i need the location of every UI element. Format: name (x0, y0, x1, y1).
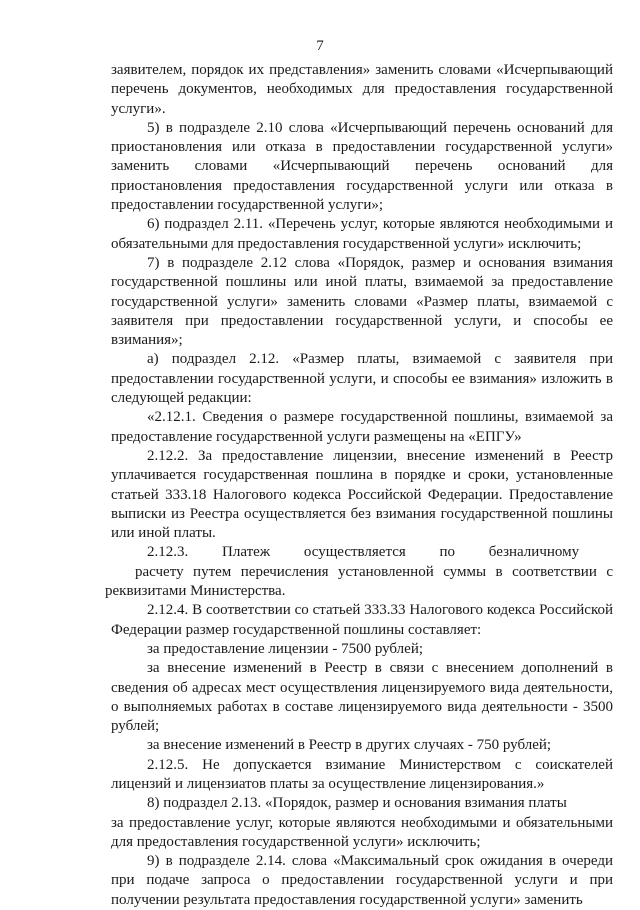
paragraph-2-12-3 (105, 543, 613, 601)
paragraph-2-12-1: «2.12.1. Сведения о размере государственной пошлины, взимаемой за предоставление государственной услуги размещены на «ЕПГУ» (111, 409, 613, 445)
paragraph-2-12-2: 2.12.2. За предоставление лицензии, внесение изменений в Реестр уплачивается государственная пошлина в порядке и сроки, установленные статьей 333.18 Налогового кодекса Российской Федерации. Предоставление выписки из Реестра осуществляется без взимания государственной пошлины или иной платы. (111, 447, 613, 542)
paragraph-item-8-lead: 8) подраздел 2.13. «Порядок, размер и основания взимания платы (147, 795, 567, 812)
paragraph-item-6: 6) подраздел 2.11. «Перечень услуг, которые являются необходимыми и обязательными для предоставления государственной услуги» исключить; (111, 216, 613, 252)
paragraph-item-7: 7) в подразделе 2.12 слова «Порядок, размер и основания взимания государственной пошлины или иной платы, взимаемой за предоставление государственной услуги» заменить словами «Размер платы, взимаемой с заявителя при предоставлении государственной услуги, и способы ее взимания»; (111, 254, 613, 349)
paragraph-fee-license: за предоставление лицензии - 7500 рублей; (147, 640, 424, 657)
paragraph-2-12-5: 2.12.5. Не допускается взимание Министерством с соискателей лицензий и лицензиатов платы за осуществление лицензирования.» (111, 756, 613, 792)
paragraph-2-12-4: 2.12.4. В соответствии со статьей 333.33 Налогового кодекса Российской Федерации размер государственной пошлины составляет: (111, 602, 613, 638)
paragraph-2-12-3-continuation: расчету путем перечисления установленной суммы в соответствии с реквизитами Министерства. (105, 563, 613, 600)
paragraph-item-8-continuation: за предоставление услуг, которые являются необходимыми и обязательными для предоставления государственной услуги» исключить; (111, 814, 613, 850)
paragraph-item-5: 5) в подразделе 2.10 слова «Исчерпывающий перечень оснований для приостановления или отказа в предоставлении государственной услуги» заменить словами «Исчерпывающий перечень оснований для приостановления предоставления государственной услуги или отказа в предоставлении государственной услуги»; (111, 119, 613, 214)
paragraph-fee-other: за внесение изменений в Реестр в других случаях - 750 рублей; (147, 737, 552, 754)
paragraph-continuation: заявителем, порядок их представления» заменить словами «Исчерпывающий перечень документов, необходимых для предоставления государственной услуги». (111, 62, 613, 117)
page-number: 7 (316, 38, 324, 54)
paragraph-2-12-3-lead: 2.12.3. Платеж осуществляется по безналичному (147, 544, 580, 561)
paragraph-item-7a: а) подраздел 2.12. «Размер платы, взимаемой с заявителя при предоставлении государственной услуги, и способы ее взимания» изложить в следующей редакции: (111, 351, 613, 407)
paragraph-item-9: 9) в подразделе 2.14. слова «Максимальный срок ожидания в очереди при подаче запроса о предоставлении государственной услуги и при получении результата предоставления государственной услуги» заменить (111, 853, 613, 908)
document-body (105, 61, 613, 910)
paragraph-fee-additions: за внесение изменений в Реестр в связи с внесением дополнений в сведения об адресах мест осуществления лицензируемого вида деятельности, о выполняемых работах в составе лицензируемого вида деятельности - 3500 рублей; (111, 660, 613, 735)
